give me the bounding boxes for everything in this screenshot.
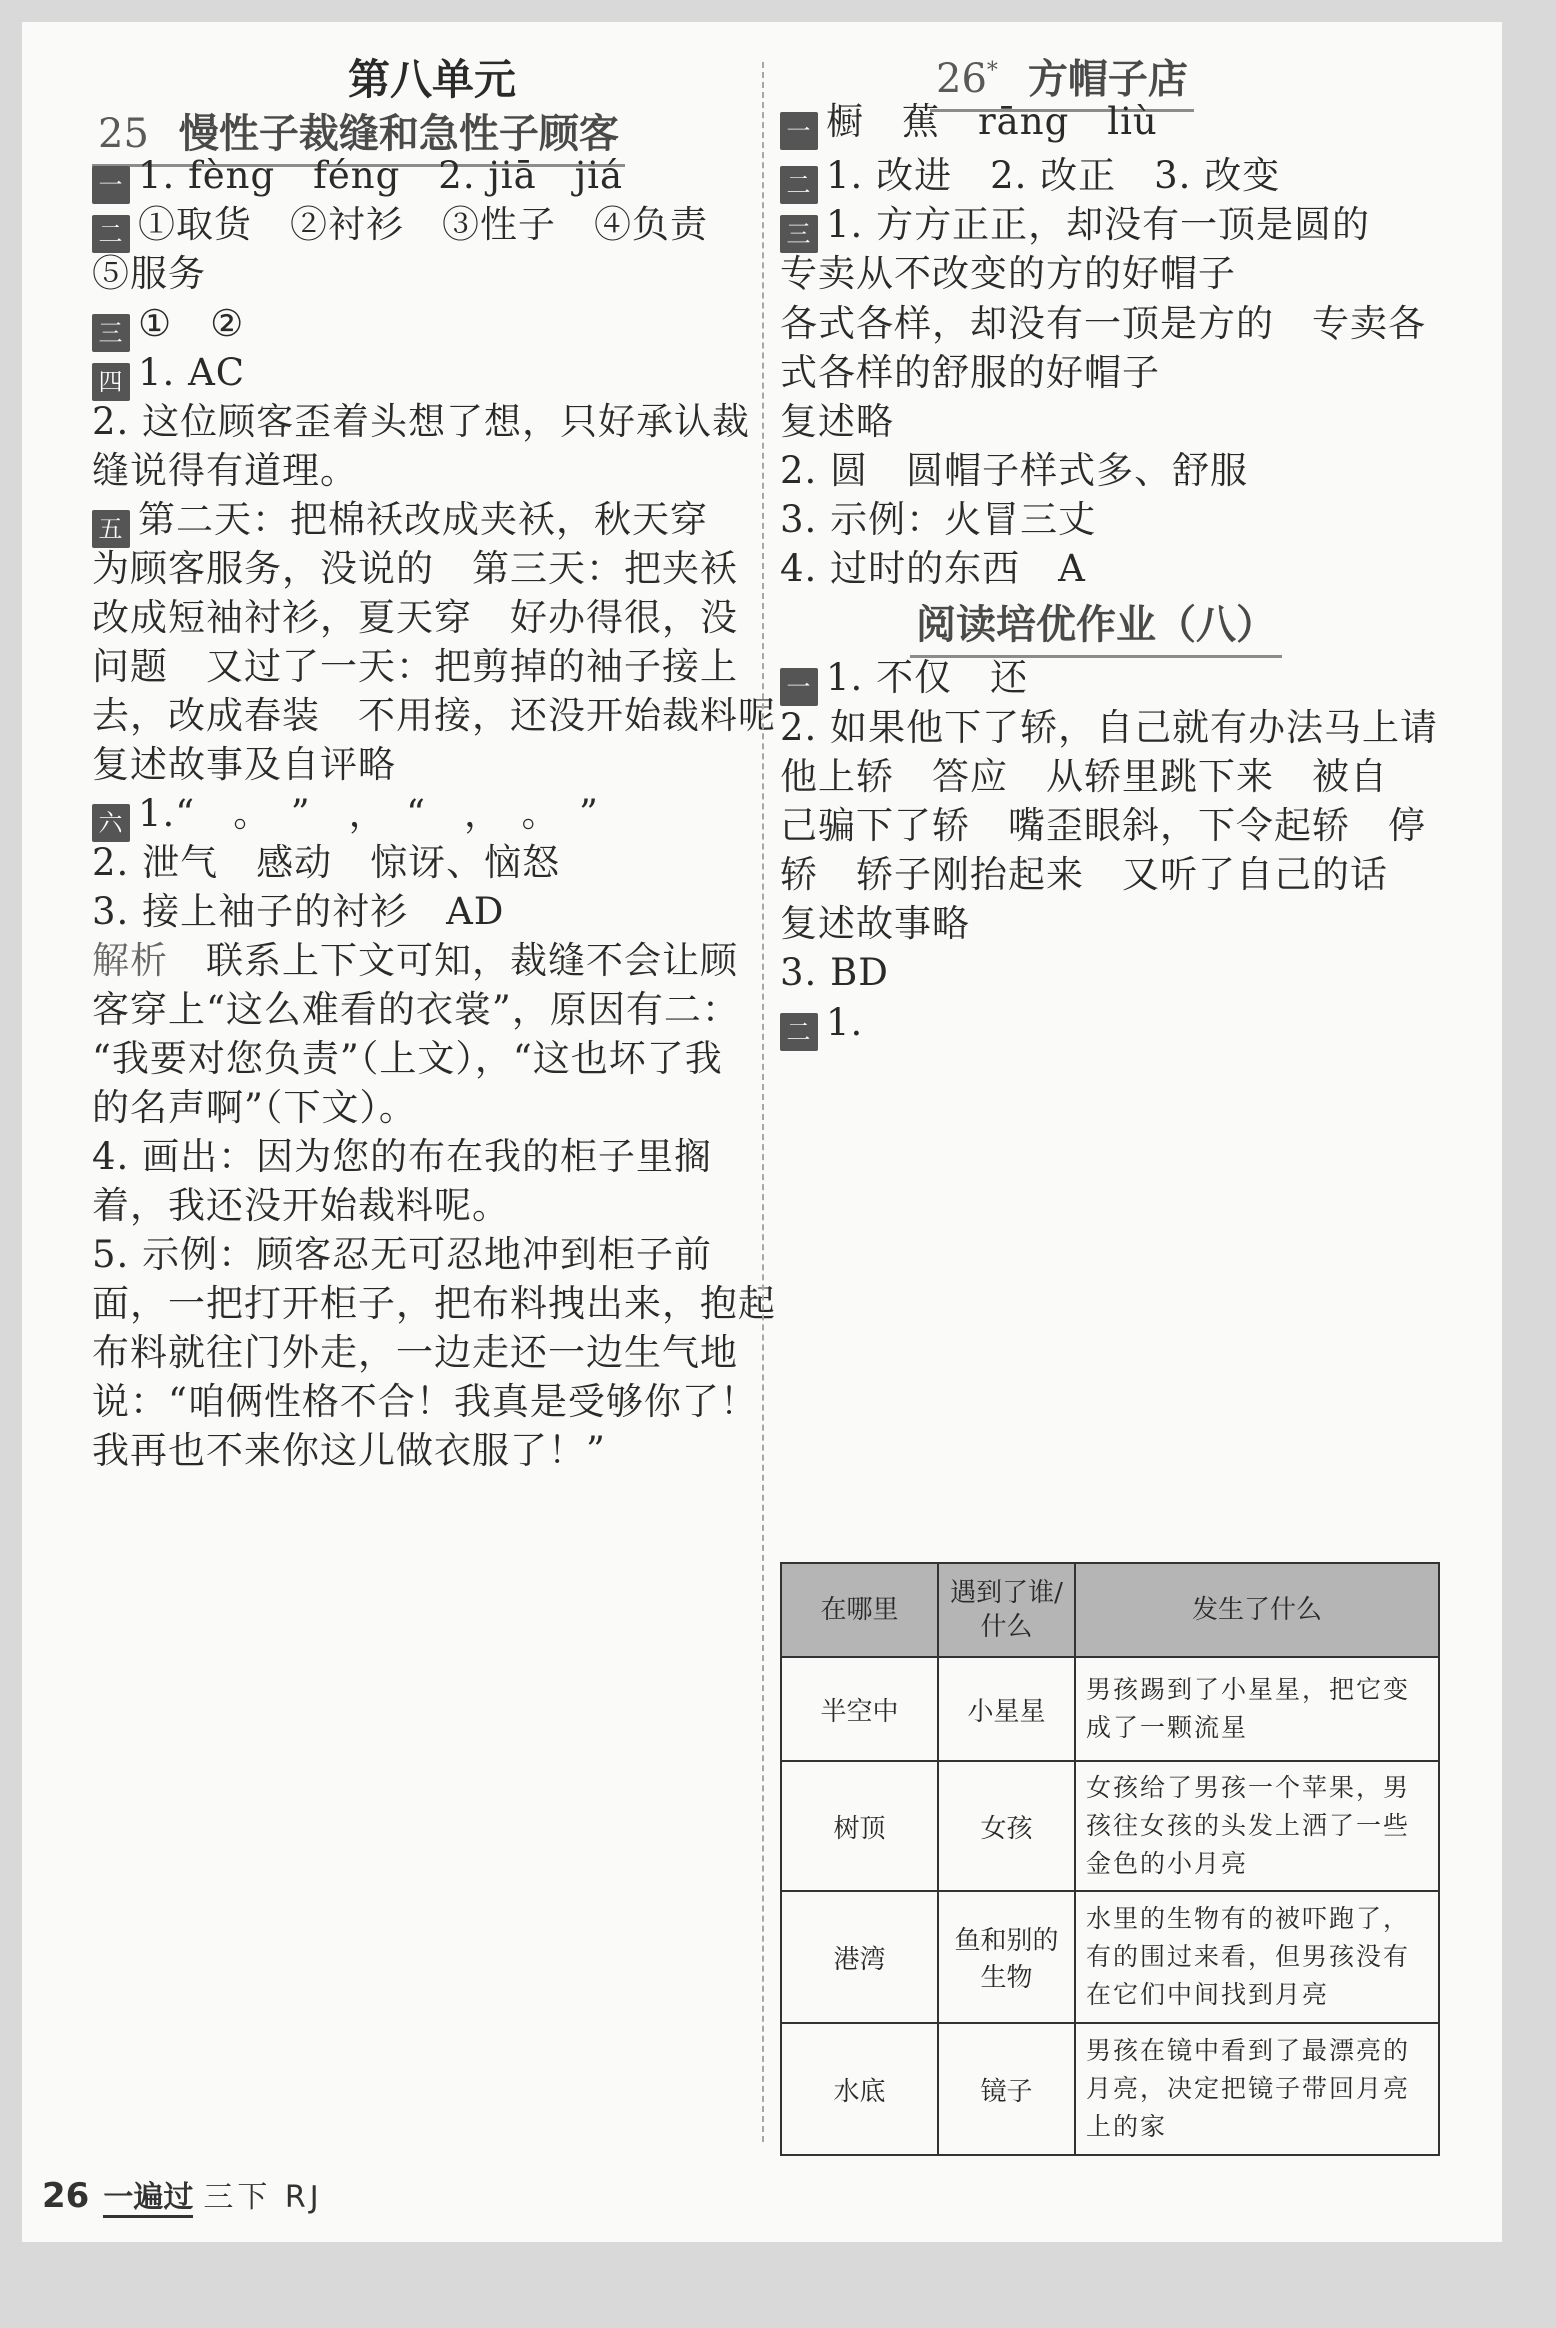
- answer-line: 二 1.: [780, 997, 863, 1051]
- answer-line: 一 1. fèng féng 2. jiā jiá: [92, 150, 623, 204]
- answer-line: 二 1. 改进 2. 改正 3. 改变: [780, 150, 1280, 204]
- section-badge: 一: [780, 112, 818, 150]
- table-row: [781, 2023, 1439, 2155]
- answer-line: 专卖从不改变的方的好帽子: [780, 252, 1236, 295]
- page-footer: [42, 2172, 323, 2216]
- answer-line: 5. 示例：顾客忍无可忍地冲到柜子前: [92, 1233, 713, 1276]
- answer-line: 轿 轿子刚抬起来 又听了自己的话: [780, 853, 1388, 896]
- answer-line: 布料就往门外走，一边走还一边生气地: [92, 1331, 738, 1374]
- lesson-number: 25: [98, 111, 149, 157]
- lesson-name: 慢性子裁缝和急性子顾客: [178, 111, 619, 157]
- analysis-line: 客穿上“这么难看的衣裳”，原因有二：: [92, 988, 740, 1031]
- table-header-row: [781, 1563, 1439, 1657]
- section-badge: 三: [780, 215, 818, 253]
- table-cell: 男孩踢到了小星星，把它变成了一颗流星: [1075, 1657, 1439, 1761]
- answer-line: 四 1. AC: [92, 347, 245, 401]
- section-badge: 一: [780, 668, 818, 706]
- answer-line: 2. 这位顾客歪着头想了想，只好承认裁: [92, 400, 751, 443]
- analysis-line: “我要对您负责”（上文），“这也坏了我: [92, 1037, 723, 1080]
- answer-line: 各式各样，却没有一顶是方的 专卖各: [780, 302, 1426, 345]
- table-cell: 女孩: [938, 1761, 1075, 1891]
- answer-line: 问题 又过了一天：把剪掉的袖子接上: [92, 645, 738, 688]
- column-divider: [762, 62, 764, 2142]
- table-cell: 镜子: [938, 2023, 1075, 2155]
- section-badge: 四: [92, 363, 130, 401]
- answer-line: 4. 过时的东西 A: [780, 547, 1086, 590]
- table-header: 在哪里: [781, 1563, 938, 1657]
- table-cell: 小星星: [938, 1657, 1075, 1761]
- answer-page: [22, 22, 1502, 2242]
- story-table: [780, 1562, 1440, 2156]
- answer-line: 我再也不来你这儿做衣服了！”: [92, 1429, 606, 1472]
- section-badge: 三: [92, 314, 130, 352]
- table-cell: 树顶: [781, 1761, 938, 1891]
- answer-line: 三 1. 方方正正，却没有一顶是圆的: [780, 199, 1370, 253]
- table-cell: 半空中: [781, 1657, 938, 1761]
- answer-line: 4. 画出：因为您的布在我的柜子里搁: [92, 1135, 713, 1178]
- answer-line: 3. 示例：火冒三丈: [780, 498, 1097, 541]
- brand-logo: 一遍过: [103, 2180, 193, 2218]
- analysis-label: 解析: [92, 939, 168, 982]
- optional-star: *: [986, 59, 998, 84]
- answer-line: 三 ① ②: [92, 298, 244, 352]
- answer-line: 他上轿 答应 从轿里跳下来 被自: [780, 755, 1388, 798]
- table-row: [781, 1657, 1439, 1761]
- answer-line: 复述故事及自评略: [92, 743, 396, 786]
- table-row: [781, 1761, 1439, 1891]
- analysis-line: 的名声啊”（下文）。: [92, 1086, 417, 1129]
- table-row: [781, 1891, 1439, 2023]
- analysis-line: 解析 联系上下文可知，裁缝不会让顾: [92, 939, 738, 982]
- answer-line: 着，我还没开始裁料呢。: [92, 1184, 510, 1227]
- table-cell: 水底: [781, 2023, 938, 2155]
- table-cell: 男孩在镜中看到了最漂亮的月亮，决定把镜子带回月亮上的家: [1075, 2023, 1439, 2155]
- lesson-number: 26*: [936, 56, 998, 103]
- answer-line: 3. BD: [780, 951, 889, 994]
- answer-line: 面，一把打开柜子，把布料拽出来，抱起: [92, 1282, 776, 1325]
- lesson-name: 方帽子店: [1027, 56, 1188, 103]
- answer-line: 2. 如果他下了轿，自己就有办法马上请: [780, 706, 1439, 749]
- unit-title: 第八单元: [347, 55, 516, 104]
- answer-line: 一 橱 蕉 rāng liù: [780, 96, 1158, 150]
- answer-line: 改成短袖衬衫，夏天穿 好办得很，没: [92, 596, 738, 639]
- answer-line: 二 ①取货 ②衬衫 ③性子 ④负责: [92, 199, 708, 253]
- section-badge: 六: [92, 804, 130, 842]
- section-badge: 二: [780, 1013, 818, 1051]
- section-badge: 二: [92, 215, 130, 253]
- answer-line: 为顾客服务，没说的 第三天：把夹袄: [92, 547, 738, 590]
- answer-line: 式各样的舒服的好帽子: [780, 351, 1160, 394]
- answer-line: 一 1. 不仅 还: [780, 652, 1028, 706]
- table-header: 遇到了谁/什么: [938, 1563, 1075, 1657]
- answer-line: 2. 泄气 感动 惊讶、恼怒: [92, 841, 561, 884]
- table-header: 发生了什么: [1075, 1563, 1439, 1657]
- answer-line: 2. 圆 圆帽子样式多、舒服: [780, 449, 1249, 492]
- answer-line: 去，改成春装 不用接，还没开始裁料呢: [92, 694, 776, 737]
- reading-homework-title: 阅读培优作业（八）: [910, 597, 1282, 658]
- answer-line: 复述略: [780, 400, 894, 443]
- table-cell: 水里的生物有的被吓跑了，有的围过来看，但男孩没有在它们中间找到月亮: [1075, 1891, 1439, 2023]
- section-badge: 五: [92, 510, 130, 548]
- table-cell: 鱼和别的生物: [938, 1891, 1075, 2023]
- section-badge: 一: [92, 166, 130, 204]
- answer-line: 3. 接上袖子的衬衫 AD: [92, 890, 505, 933]
- answer-line: 复述故事略: [780, 902, 970, 945]
- table-cell: 港湾: [781, 1891, 938, 2023]
- answer-line: 六 1.“ 。 ” ， “ ， 。 ”: [92, 788, 599, 842]
- answer-line: 五 第二天：把棉袄改成夹袄，秋天穿: [92, 494, 708, 548]
- answer-line: 说：“咱俩性格不合！我真是受够你了！: [92, 1380, 758, 1423]
- section-badge: 二: [780, 166, 818, 204]
- answer-line: 己骗下了轿 嘴歪眼斜，下令起轿 停: [780, 804, 1426, 847]
- answer-line: ⑤服务: [92, 252, 206, 295]
- table-cell: 女孩给了男孩一个苹果，男孩往女孩的头发上洒了一些金色的小月亮: [1075, 1761, 1439, 1891]
- grade-label: 三下 RJ: [203, 2180, 323, 2215]
- page-number: 26: [42, 2176, 90, 2216]
- answer-line: 缝说得有道理。: [92, 449, 358, 492]
